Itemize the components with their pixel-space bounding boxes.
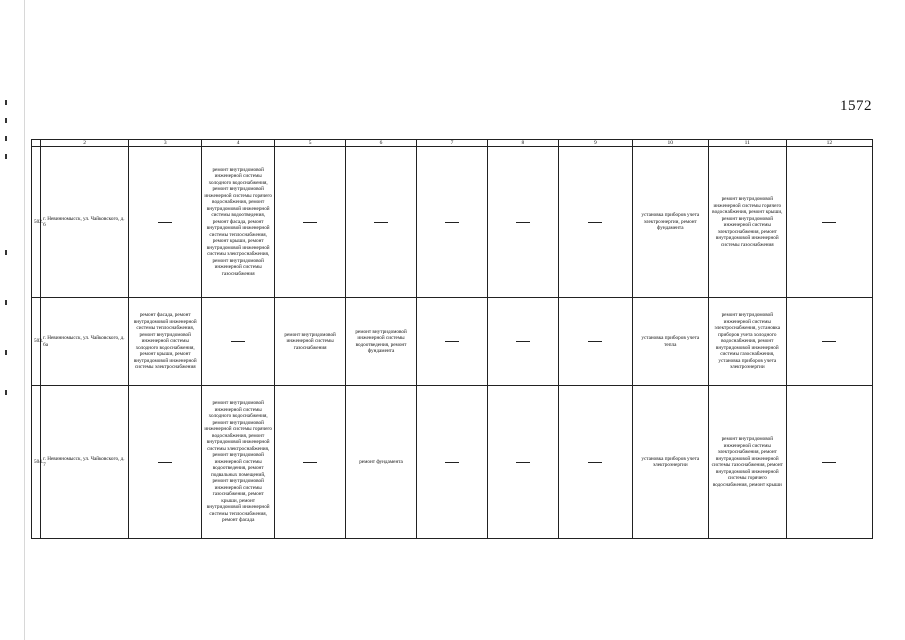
address-cell: г. Невинномысск, ул. Чайковского, д. 6а — [41, 298, 129, 386]
address-cell: г. Невинномысск, ул. Чайковского, д. 6 — [41, 147, 129, 298]
cell-col-6: ремонт внутридомовой инженерной системы водоотведения, ремонт фундамента — [346, 298, 417, 386]
dash-mark — [516, 341, 530, 342]
cell-col-5: ремонт внутридомовой инженерной системы газоснабжения — [275, 298, 346, 386]
works-table — [31, 139, 873, 539]
cell-col-3: ремонт фасада, ремонт внутридомовой инженерной системы теплоснабжения, ремонт внутридомовой инженерной системы холодного водоснабжения, ремонт крыши, ремонт внутридомовой инженерной системы электроснабжения — [129, 298, 202, 386]
column-header: 11 — [708, 140, 786, 147]
cell-col-7 — [417, 147, 488, 298]
cell-col-10: установка приборов учета тепла — [632, 298, 708, 386]
cell-col-9 — [558, 298, 632, 386]
table-row — [32, 147, 873, 298]
address-cell: г. Невинномысск, ул. Чайковского, д. 7 — [41, 386, 129, 539]
column-header: 3 — [129, 140, 202, 147]
cell-col-9 — [558, 147, 632, 298]
dash-mark — [303, 222, 317, 223]
binding-holes — [5, 100, 8, 400]
dash-mark — [588, 341, 602, 342]
dash-mark — [374, 222, 388, 223]
cell-col-8 — [487, 147, 558, 298]
page-edge — [24, 0, 25, 640]
column-header — [32, 140, 41, 147]
cell-col-6: ремонт фундамента — [346, 386, 417, 539]
column-header: 4 — [202, 140, 275, 147]
column-header: 9 — [558, 140, 632, 147]
column-header: 10 — [632, 140, 708, 147]
cell-col-12 — [786, 147, 872, 298]
dash-mark — [231, 341, 245, 342]
cell-col-12 — [786, 298, 872, 386]
cell-col-11: ремонт внутридомовой инженерной системы горячего водоснабжения, ремонт крыши, ремонт внутридомовой инженерной системы электроснабжения, ремонт внутридомовой инженерной системы газоснабжения — [708, 147, 786, 298]
cell-col-5 — [275, 147, 346, 298]
dash-mark — [158, 222, 172, 223]
column-number-row — [32, 140, 873, 147]
row-number: 504. — [32, 386, 41, 539]
table-row — [32, 386, 873, 539]
dash-mark — [445, 341, 459, 342]
dash-mark — [445, 462, 459, 463]
cell-col-6 — [346, 147, 417, 298]
page-number: 1572 — [840, 98, 872, 114]
row-number: 502. — [32, 147, 41, 298]
dash-mark — [516, 222, 530, 223]
dash-mark — [445, 222, 459, 223]
column-header: 12 — [786, 140, 872, 147]
dash-mark — [158, 462, 172, 463]
cell-col-4: ремонт внутридомовой инженерной системы холодного водоснабжения, ремонт внутридомовой инженерной системы горячего водоснабжения, ремонт внутридомовой инженерной системы водоотведения, ремонт фасада, ремонт внутридомовой инженерной системы теплоснабжения, ремонт крыши, ремонт внутридомовой инженерной системы электроснабжения, ремонт внутридомовой инженерной системы газоснабжения — [202, 147, 275, 298]
column-header: 6 — [346, 140, 417, 147]
column-header: 5 — [275, 140, 346, 147]
dash-mark — [822, 341, 836, 342]
cell-col-11: ремонт внутридомовой инженерной системы электроснабжения, ремонт внутридомовой инженерной системы газоснабжения, ремонт внутридомовой инженерной системы горячего водоснабжения, ремонт крыши — [708, 386, 786, 539]
cell-col-11: ремонт внутридомовой инженерной системы электроснабжения, установка приборов учета холодного водоснабжения, ремонт внутридомовой инженерной системы газоснабжения, установка приборов учета электроэнергии — [708, 298, 786, 386]
dash-mark — [588, 222, 602, 223]
cell-col-8 — [487, 298, 558, 386]
dash-mark — [303, 462, 317, 463]
cell-col-7 — [417, 386, 488, 539]
cell-col-9 — [558, 386, 632, 539]
cell-col-10: установка приборов учета электроэнергии, ремонт фундамента — [632, 147, 708, 298]
table-row — [32, 298, 873, 386]
cell-col-3 — [129, 386, 202, 539]
column-header: 2 — [41, 140, 129, 147]
cell-col-5 — [275, 386, 346, 539]
cell-col-3 — [129, 147, 202, 298]
dash-mark — [822, 222, 836, 223]
dash-mark — [516, 462, 530, 463]
cell-col-4 — [202, 298, 275, 386]
column-header: 7 — [417, 140, 488, 147]
cell-col-8 — [487, 386, 558, 539]
cell-col-4: ремонт внутридомовой инженерной системы холодного водоснабжения, ремонт внутридомовой инженерной системы горячего водоснабжения, ремонт внутридомовой инженерной системы электроснабжения, ремонт внутридомовой инженерной системы водоотведения, ремонт подвальных помещений, ремонт внутридомовой инженерной системы газоснабжения, ремонт крыши, ремонт внутридомовой инженерной системы теплоснабжения, ремонт фасада — [202, 386, 275, 539]
dash-mark — [588, 462, 602, 463]
cell-col-7 — [417, 298, 488, 386]
dash-mark — [822, 462, 836, 463]
cell-col-12 — [786, 386, 872, 539]
cell-col-10: установка приборов учета электроэнергии — [632, 386, 708, 539]
column-header: 8 — [487, 140, 558, 147]
row-number: 503. — [32, 298, 41, 386]
